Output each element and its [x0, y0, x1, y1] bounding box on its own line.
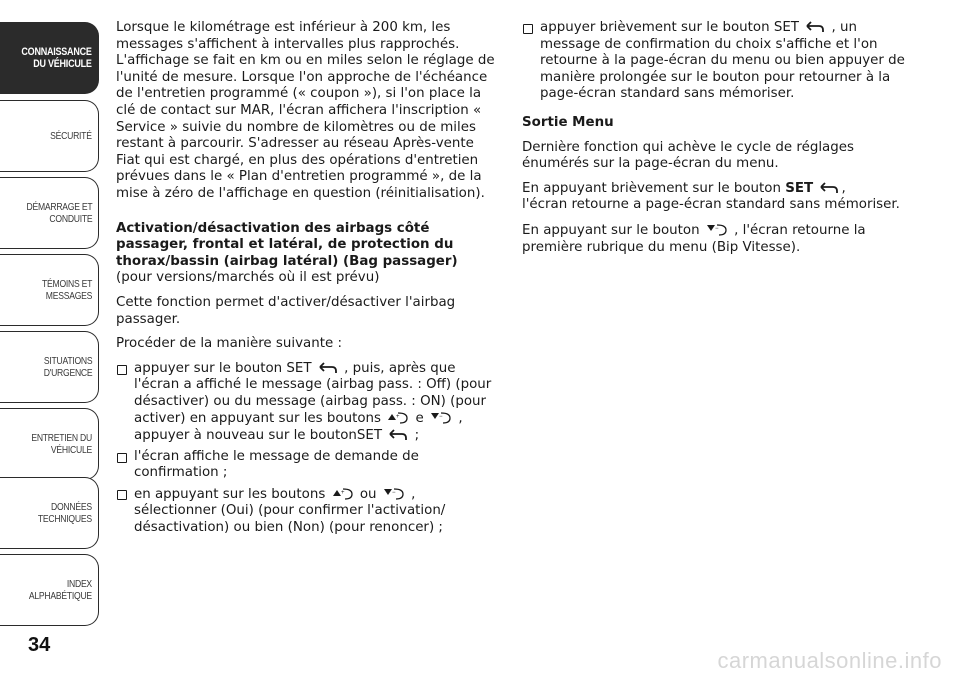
text: , un message de confirmation du choix s'affiche et l'on retourne à la page-écran du menu ou bien appuyer de manière prolongée sur le bouton pour retourner à la page-écran standard sans mémoriser.	[540, 20, 905, 102]
text: SET	[785, 180, 814, 196]
text: , sélectionner (Oui) (pour confirmer l'activation/ désactivation) ou bien (Non) (pour renoncer) ;	[134, 486, 446, 536]
text: en appuyant sur les boutons	[134, 486, 326, 502]
tab-demarrage-et-conduite[interactable]	[0, 177, 99, 249]
tab-label: SITUATIONS D'URGENCE	[43, 355, 92, 379]
svg-text:−: −	[391, 489, 396, 496]
svg-text:+: +	[396, 414, 400, 421]
text: ;	[414, 428, 420, 444]
text: ,	[841, 180, 846, 196]
watermark: carmanualsonline.info	[717, 648, 942, 673]
text: appuyer sur le bouton SET	[134, 360, 312, 376]
tab-label: DONNÉES TECHNIQUES	[38, 501, 92, 525]
tab-connaissance-du-vehicule[interactable]	[0, 22, 99, 94]
exit-menu-heading: Sortie Menu	[522, 114, 614, 130]
confirm-list	[522, 20, 912, 103]
text: appuyer brièvement sur le bouton SET	[540, 20, 799, 35]
text: ou	[359, 486, 377, 502]
tab-label: TÉMOINS ET MESSAGES	[41, 278, 92, 302]
tab-index-alphabetique[interactable]	[0, 554, 99, 626]
tab-securite[interactable]	[0, 100, 99, 172]
text: , appuyer à nouveau sur le boutonSET	[134, 411, 463, 444]
tab-label: SÉCURITÉ	[50, 130, 92, 142]
text: En appuyant brièvement sur le bouton	[522, 180, 781, 196]
procedure-list	[116, 361, 496, 537]
list-item	[116, 486, 496, 537]
airbag-description: Cette fonction permet d'activer/désactiver l'airbag passager.	[116, 294, 456, 327]
procedure-intro: Procéder de la manière suivante :	[116, 336, 342, 352]
svg-text:−: −	[714, 225, 719, 232]
return-arrow-icon	[819, 182, 839, 194]
text: , l'écran retourne la première rubrique du menu (Bip Vitesse).	[522, 222, 866, 255]
text: e	[415, 411, 424, 427]
up-arrow-button-icon	[332, 486, 354, 500]
tab-temoins-et-messages[interactable]	[0, 254, 99, 326]
tab-entretien-du-vehicule[interactable]	[0, 408, 99, 480]
text: En appuyant sur le bouton	[522, 222, 700, 238]
tab-situations-durgence[interactable]	[0, 331, 99, 403]
down-arrow-button-icon	[383, 486, 405, 500]
return-arrow-icon	[318, 362, 338, 374]
list-item	[116, 361, 496, 445]
list-item	[522, 20, 912, 103]
text: , puis, après que l'écran a affiché le message (airbag pass. : Off) (pour désactiver) ou du message (airbag pass. : ON) (pour activer) en appuyant sur les boutons	[134, 360, 492, 427]
tab-label: ENTRETIEN DU VÉHICULE	[31, 432, 92, 456]
down-button-paragraph	[522, 222, 912, 256]
service-paragraph: Lorsque le kilométrage est inférieur à 200 km, les messages s'affichent à intervalles plus rapprochés. L'affichage se fait en km ou en miles selon le réglage de l'unité de mesure. Lorsque l'on approche de l'échéance de l'entretien programmé (« coupon »), si l'on place la clé de contact sur MAR, l'écran affichera l'inscription « Service » suivie du nombre de kilomètres ou de miles restant à parcourir. S'adresser au réseau Après-vente Fiat qui est chargé, en plus des opérations d'entretien prévues dans le « Plan d'entretien programmé », de la mise à zéro de l'affichage en question (réinitialisation).	[116, 20, 495, 201]
airbag-heading: Activation/désactivation des airbags côté passager, frontal et latéral, de protection du thorax/bassin (airbag latéral) (Bag passager)	[116, 220, 458, 269]
tab-label: DÉMARRAGE ET CONDUITE	[26, 201, 92, 225]
svg-text:+: +	[340, 489, 345, 496]
return-arrow-icon	[388, 429, 408, 441]
text: l'écran affiche le message de demande de confirmation ;	[134, 448, 419, 481]
tab-donnees-techniques[interactable]	[0, 477, 99, 549]
list-item	[116, 449, 496, 482]
down-arrow-button-icon	[430, 410, 452, 424]
airbag-heading-note: (pour versions/marchés où il est prévu)	[116, 270, 380, 286]
tab-label: INDEX ALPHABÉTIQUE	[28, 578, 92, 602]
exit-menu-paragraph: Dernière fonction qui achève le cycle de réglages énumérés sur la page-écran du menu.	[522, 139, 854, 172]
left-column	[116, 20, 496, 543]
svg-text:−: −	[439, 414, 443, 421]
page-number: 34	[28, 634, 51, 656]
text: l'écran retourne a page-écran standard sans mémoriser.	[522, 197, 900, 213]
right-column	[522, 20, 912, 264]
return-arrow-icon	[805, 21, 825, 33]
tab-label: CONNAISSANCE DU VÉHICULE	[21, 46, 92, 70]
up-arrow-button-icon	[387, 410, 409, 424]
down-arrow-button-icon	[706, 222, 728, 236]
short-press-paragraph	[522, 181, 912, 214]
